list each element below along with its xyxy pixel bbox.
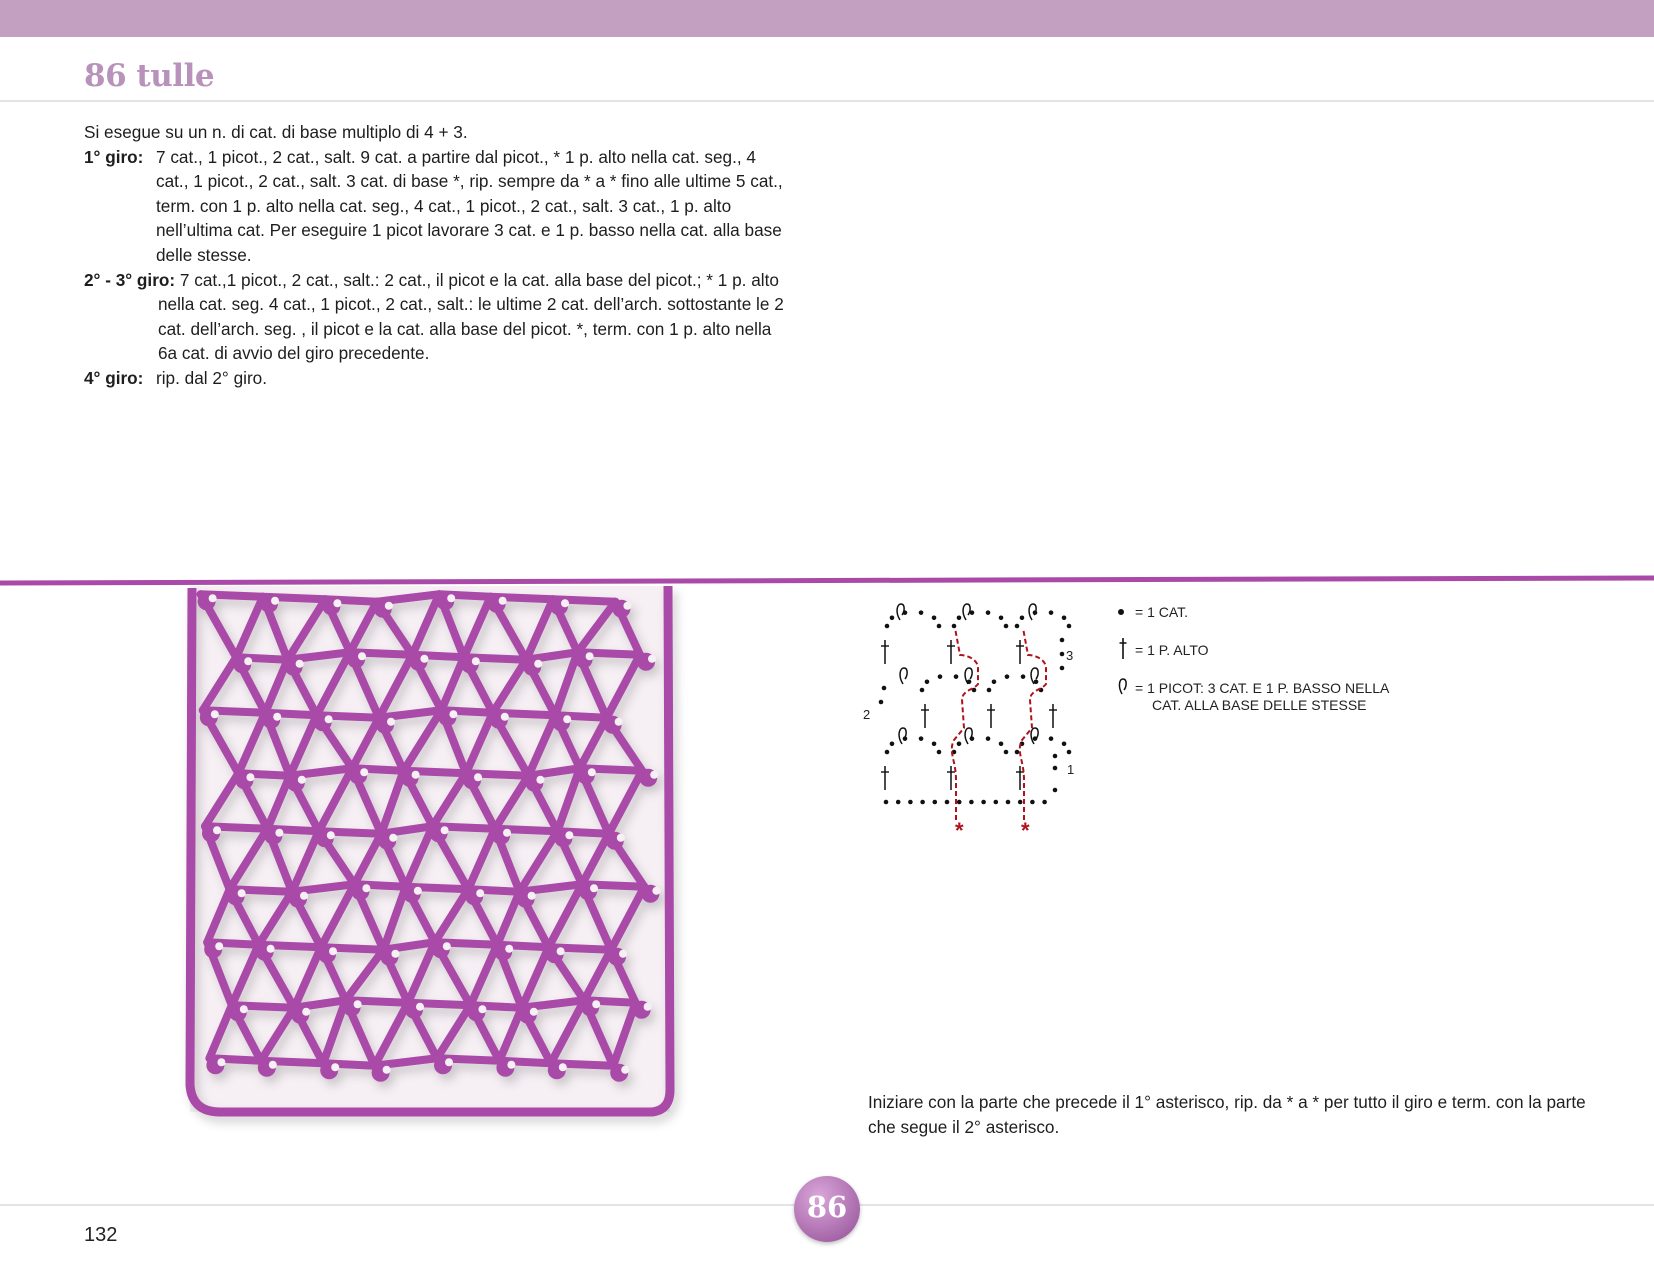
round-4-label: 4° giro: (84, 367, 144, 388)
round-2-3-label: 2° - 3° giro: (84, 269, 176, 290)
intro-text: Si esegue su un n. di cat. di base multiplo di 4 + 3. (84, 122, 468, 142)
chart-row-2-label: 2 (863, 707, 871, 722)
round-1-text: 7 cat., 1 picot., 2 cat., salt. 9 cat. a partire dal picot., * 1 p. alto nella cat. seg., 4 cat., 1 picot., 2 cat., salt. 3 cat. di base *, rip. sempre da * a * fino alle ultime 5 cat., term. con 1 p. alto nella cat. seg., 4 cat., 1 picot., 2 cat., salt. 3 cat., 1 p. alto nell’ultima cat. Per eseguire 1 picot lavorare 3 cat. e 1 p. basso nella cat. alla base delle stesse. (156, 146, 783, 265)
chart-note: Iniziare con la parte che precede il 1° asterisco, rip. da * a * per tutto il giro e term. con la parte che segue il 2° asterisco. (868, 1092, 1586, 1137)
badge-number: 86 (806, 1190, 848, 1224)
round-1 (84, 145, 790, 268)
round-4-text: rip. dal 2° giro. (156, 367, 268, 388)
title-divider (0, 100, 1654, 102)
yarn-ball-badge (794, 1176, 860, 1242)
picot-icon (1118, 677, 1128, 697)
round-1-label: 1° giro: (84, 146, 144, 167)
round-2-3-text: 7 cat.,1 picot., 2 cat., salt.: 2 cat., il picot e la cat. alla base del picot.; * 1 p. alto nella cat. seg. 4 cat., 1 picot., 2 cat., salt.: le ultime 2 cat. dell’arch. sottostante le 2 cat. dell’arch. seg. , il picot e la cat. alla base del picot. *, term. con 1 p. alto nella 6a cat. di avvio del giro precedente. (158, 269, 784, 364)
legend-picot-text-2: CAT. ALLA BASE DELLE STESSE (1152, 697, 1367, 713)
chart-asterisk-2: * (1021, 818, 1030, 843)
chart-row-3-label: 3 (1066, 648, 1074, 663)
top-color-band (0, 0, 1654, 37)
page-number: 132 (84, 1224, 118, 1246)
chain-dot-icon (1118, 609, 1124, 615)
instructions-block (84, 120, 790, 391)
legend-picot-text: = 1 PICOT: 3 CAT. E 1 P. BASSO NELLA (1135, 680, 1390, 696)
round-4 (84, 366, 790, 391)
legend-chain-text: = 1 CAT. (1135, 604, 1189, 620)
yarn-strand (0, 578, 1654, 583)
swatch-background (190, 586, 670, 1112)
chart-row-1-label: 1 (1067, 762, 1075, 777)
page-title: 86 tulle (84, 58, 215, 94)
legend-dc-text: = 1 P. ALTO (1135, 642, 1209, 658)
round-2-3 (84, 268, 790, 366)
double-crochet-icon (1118, 636, 1128, 660)
chart-asterisk-1: * (955, 818, 964, 843)
crochet-swatch (190, 586, 670, 1112)
